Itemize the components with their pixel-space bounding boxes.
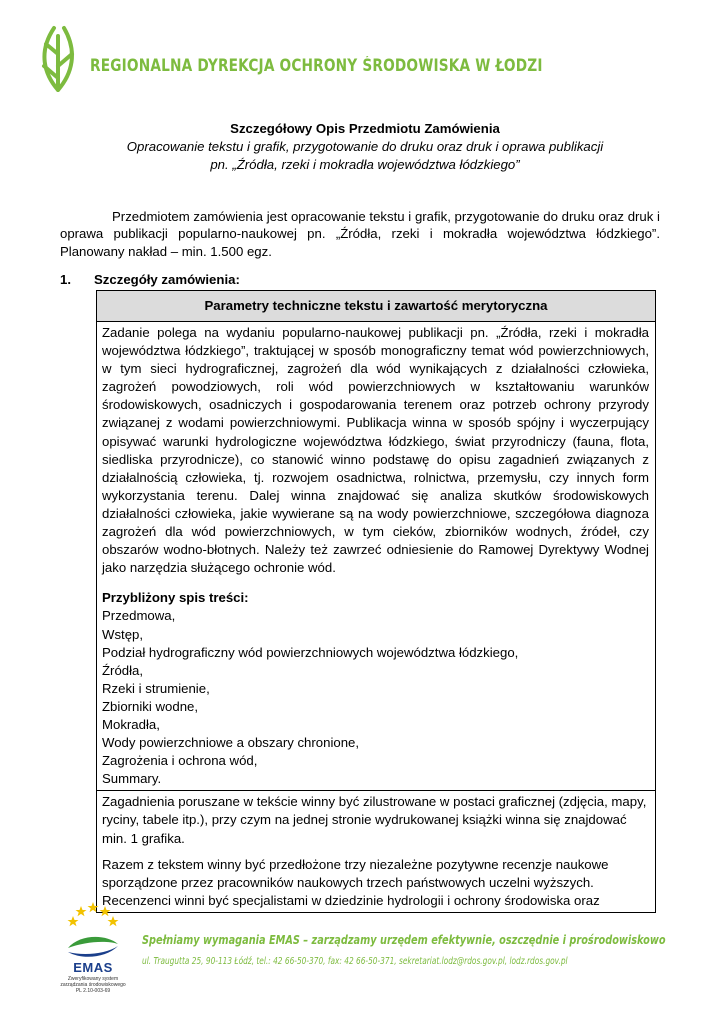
letterhead	[34, 22, 694, 92]
section-heading	[60, 272, 240, 287]
toc-title: Przybliżony spis treści:	[102, 590, 249, 606]
requirements-cell	[97, 791, 655, 912]
toc-item: Podział hydrograficzny wód powierzchniowych województwa łódzkiego,	[102, 644, 519, 660]
emas-logo	[60, 898, 126, 1006]
graphics-paragraph: Zagadnienia poruszane w tekście winny być zilustrowane w postaci graficznej (zdjęcia, mapy, ryciny, tabele itp.), przy czym na jednej stronie wydrukowanej książki winna się znajdować min. 1 grafika.	[102, 794, 647, 846]
section-title: Szczegóły zamówienia:	[94, 272, 240, 287]
subtitle-line-2: pn. „Źródła, rzeki i mokradła województwa łódzkiego”	[210, 157, 520, 172]
main-title: Szczegółowy Opis Przedmiotu Zamówienia	[230, 121, 500, 136]
emas-caption: Zweryfikowany system zarządzania środowiskowego PL 2.10-003-69	[60, 976, 126, 994]
toc-item: Zagrożenia i ochrona wód,	[102, 753, 258, 769]
footer-slogan: Spełniamy wymagania EMAS – zarządzamy urzędem efektywnie, oszczędnie i prośrodowiskowo	[142, 932, 666, 947]
document-title	[60, 120, 670, 174]
emas-swoosh-icon	[66, 930, 120, 960]
toc-item: Mokradła,	[102, 716, 160, 732]
leaf-logo-icon	[34, 22, 84, 92]
section-number: 1.	[60, 272, 71, 287]
toc-item: Wody powierzchniowe a obszary chronione,	[102, 735, 360, 751]
toc-item: Summary.	[102, 771, 162, 787]
reviews-paragraph: Razem z tekstem winny być przedłożone trzy niezależne pozytywne recenzje naukowe sporządzone przez pracowników naukowych trzech państwowych uczelni wyższych. Recenzenci winni być specjalistami w dziedzinie hydrologii i ochrony środowiska oraz	[102, 856, 609, 908]
toc-item: Źródła,	[102, 662, 144, 678]
toc-item: Zbiorniki wodne,	[102, 698, 199, 714]
subtitle-line-1: Opracowanie tekstu i grafik, przygotowanie do druku oraz druk i oprawa publikacji	[126, 139, 604, 154]
table-header: Parametry techniczne tekstu i zawartość merytoryczna	[97, 291, 655, 322]
parameters-table	[96, 290, 656, 913]
footer	[60, 898, 700, 1008]
description-cell	[97, 322, 655, 791]
footer-address: ul. Traugutta 25, 90-113 Łódź, tel.: 42 66-50-370, fax: 42 66-50-371, sekretariat.lodz@rdos.gov.pl, lodz.rdos.gov.pl	[142, 956, 568, 967]
toc-item: Przedmowa,	[102, 608, 176, 624]
description-text: Zadanie polega na wydaniu popularno-naukowej publikacji pn. „Źródła, rzeki i mokradła województwa łódzkiego”, traktującej w sposób monograficzny temat wód powierzchniowych, w tym sieci hydrograficznej, zagrożeń dla wód wynikających z działalności człowieka, zagrożeń powodziowych, roli wód powierzchniowych w kształtowaniu warunków środowiskowych, osadniczych i gospodarowania terenem oraz potrzeb ochrony przyrody związanej z wodami powierzchniowymi. Publikacja winna w sposób spójny i wyczerpujący opisywać warunki hydrologiczne województwa łódzkiego, świat przyrodniczy (fauna, flota, siedliska przyrodnicze), co stanowić winno podstawę do opisu zagadnień związanych z działalnością człowieka, tj. rozwojem osadnictwa, rolnictwa, przemysłu, czy innych form wykorzystania terenu. Dalej winna znajdować się analiza skutków środowiskowych działalności człowieka, jakie wywierane są na wody powierzchniowe, szczegółowa diagnoza zagrożeń dla wód powierzchniowych, w tym cieków, zbiorników wodnych, źródeł, czy obszarów wodno-błotnych. Należy też zawrzeć odniesienie do Ramowej Dyrektywy Wodnej jako narzędzia służącego ochronie wód.	[102, 325, 649, 576]
toc-item: Rzeki i strumienie,	[102, 680, 210, 696]
eu-stars-icon	[66, 900, 120, 934]
emas-label: EMAS	[73, 960, 113, 975]
toc-item: Wstęp,	[102, 626, 144, 642]
organization-name: REGIONALNA DYREKCJA OCHRONY ŚRODOWISKA W ŁODZI	[90, 56, 543, 75]
intro-paragraph	[60, 208, 660, 260]
intro-text: Przedmiotem zamówienia jest opracowanie tekstu i grafik, przygotowanie do druku oraz druk i oprawa publikacji popularno-naukowej pn. „Źródła, rzeki i mokradła województwa łódzkiego”. Planowany nakład – min. 1.500 egz.	[60, 209, 660, 259]
toc-list	[102, 607, 649, 788]
